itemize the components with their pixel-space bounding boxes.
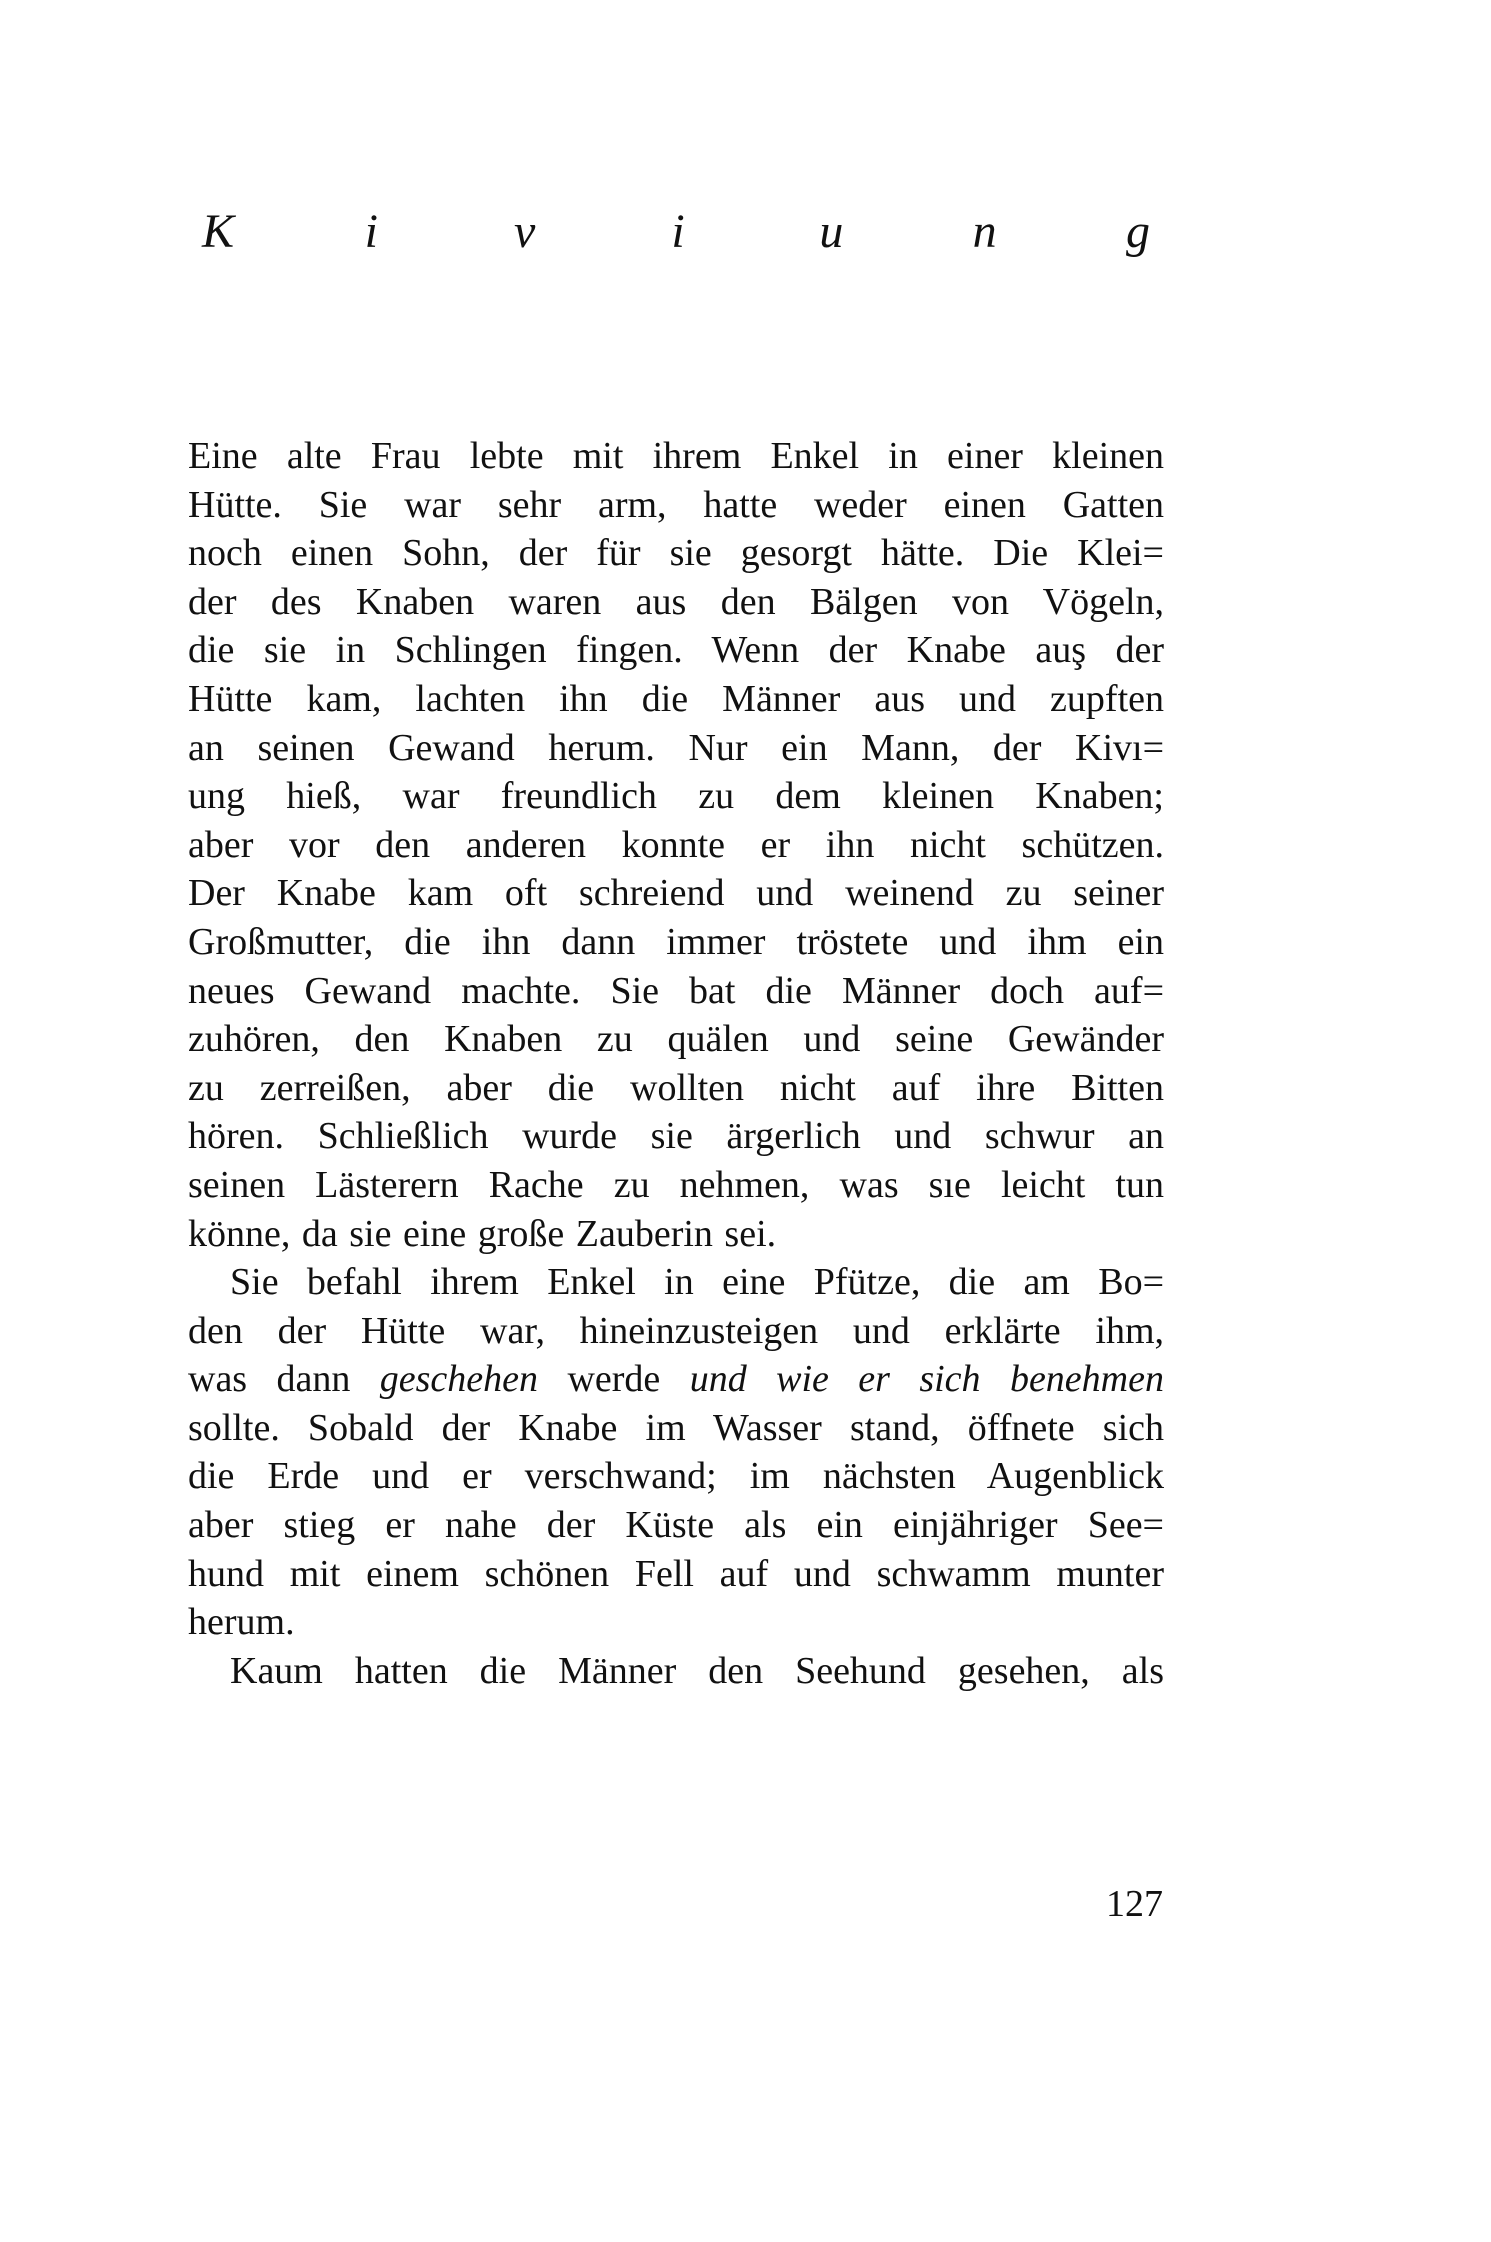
italic-run: geschehen (379, 1358, 539, 1401)
body-text (188, 432, 1164, 1695)
text-line: Hütte kam, lachten ihn die Männer aus und zupften (188, 677, 1164, 720)
title-letter: K (201, 205, 234, 258)
text-line: könne, da sie eine große Zauberin sei. (188, 1212, 777, 1255)
chapter-title (188, 196, 1168, 268)
mixed-italic-line (188, 1355, 1164, 1404)
text-line: aber stieg er nahe der Küste als ein einjähriger See= (188, 1504, 1164, 1547)
paragraph-start-line: Sie befahl ihrem Enkel in eine Pfütze, die am Bo= (230, 1261, 1164, 1304)
title-letter: g (1125, 205, 1150, 258)
text-line: die sie in Schlingen fingen. Wenn der Knabe auş der (188, 629, 1164, 672)
text-run: werde (538, 1358, 690, 1401)
page-number: 127 (1106, 1883, 1163, 1925)
title-letter: i (671, 205, 685, 258)
text-line: Hütte. Sie war sehr arm, hatte weder einen Gatten (188, 483, 1164, 526)
text-line: noch einen Sohn, der für sie gesorgt hätte. Die Klei= (188, 532, 1164, 575)
text-line: seinen Lästerern Rache zu nehmen, was sıe leicht tun (188, 1163, 1164, 1206)
italic-run: und wie er sich benehmen (689, 1358, 1164, 1401)
text-line: den der Hütte war, hineinzusteigen und erklärte ihm, (188, 1309, 1164, 1352)
text-line: Der Knabe kam oft schreiend und weinend zu seiner (188, 872, 1164, 915)
text-line: neues Gewand machte. Sie bat die Männer doch auf= (188, 969, 1164, 1012)
text-line: sollte. Sobald der Knabe im Wasser stand, öffnete sich (188, 1406, 1164, 1449)
text-line: aber vor den anderen konnte er ihn nicht schützen. (188, 823, 1164, 866)
text-line: der des Knaben waren aus den Bälgen von Vögeln, (188, 580, 1164, 623)
text-line: Eine alte Frau lebte mit ihrem Enkel in einer kleinen (188, 435, 1164, 477)
title-letter: n (972, 205, 997, 258)
text-line: an seinen Gewand herum. Nur ein Mann, der Kivı= (188, 726, 1164, 769)
paragraph-start-line: Kaum hatten die Männer den Seehund gesehen, als (230, 1649, 1164, 1692)
title-letter: u (819, 205, 844, 258)
text-line: Großmutter, die ihn dann immer tröstete und ihm ein (188, 920, 1164, 963)
text-line: herum. (188, 1601, 295, 1644)
title-letter: v (514, 205, 536, 258)
text-line: zu zerreißen, aber die wollten nicht auf ihre Bitten (188, 1066, 1164, 1109)
text-line: hund mit einem schönen Fell auf und schwamm munter (188, 1552, 1164, 1595)
text-line: zuhören, den Knaben zu quälen und seine Gewänder (188, 1018, 1164, 1061)
text-line: ung hieß, war freundlich zu dem kleinen Knaben; (188, 775, 1164, 818)
text-line: die Erde und er verschwand; im nächsten Augenblick (188, 1455, 1164, 1498)
text-run: was dann (188, 1358, 380, 1401)
title-letter: i (364, 205, 378, 258)
text-line: hören. Schließlich wurde sie ärgerlich und schwur an (188, 1115, 1164, 1158)
